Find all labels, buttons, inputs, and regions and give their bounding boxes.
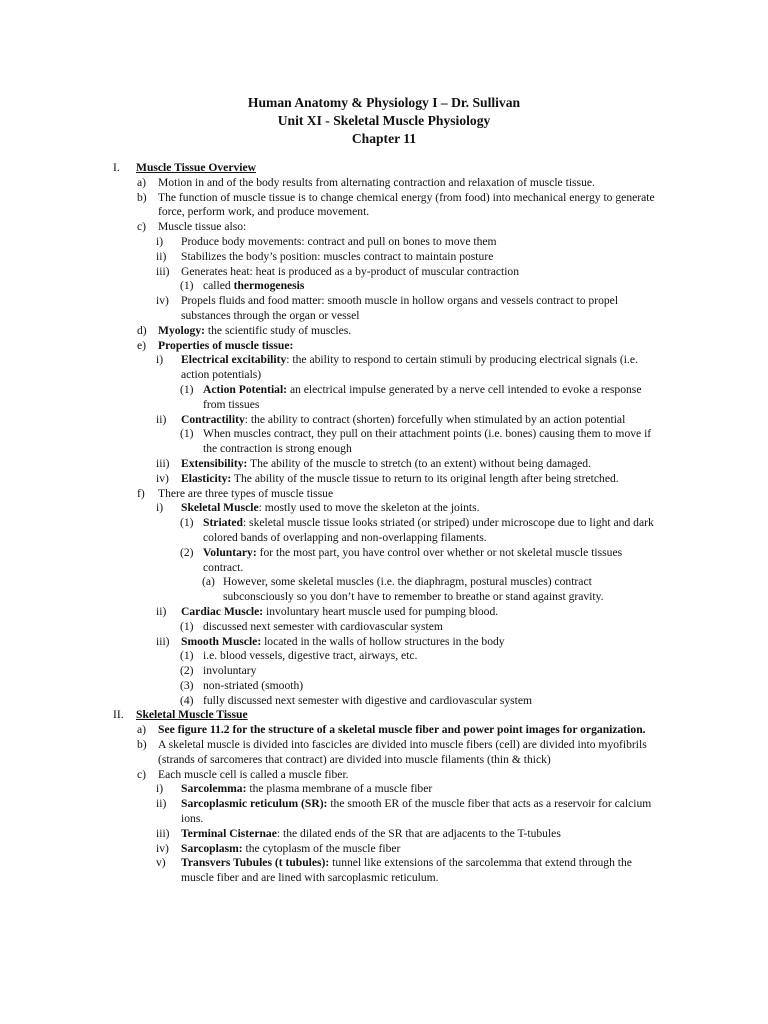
outline-item [0,649,768,664]
outline-marker: ii) [156,249,167,263]
outline-text [181,235,656,250]
outline-marker: (1) [180,279,194,293]
outline-marker: c) [137,767,147,781]
outline-text [158,220,656,235]
section-heading [0,708,768,723]
outline-item [0,723,768,738]
outline-item [0,324,768,339]
outline-marker: II. [113,708,124,722]
outline-text [181,856,656,886]
chapter-title: Chapter 11 [351,131,417,146]
bold-term: Transvers Tubules (t tubules): [181,856,330,870]
item-text: When muscles contract, they pull on their attachment points (i.e. bones) causing them to move if the contraction is strong enough [203,427,652,456]
item-text: the plasma membrane of a muscle fiber [246,782,433,796]
outline-text [158,768,656,783]
outline-marker: i) [156,234,164,248]
outline-text [158,339,656,354]
item-text: the cytoplasm of the muscle fiber [242,841,401,855]
outline-text [181,827,656,842]
item-text: A skeletal muscle is divided into fascicles are divided into muscle fibers (cell) are divided into myofibrils (strands of sarcomeres that contract) are divided into muscle filaments (thin & thick) [158,738,647,766]
outline-marker: i) [156,782,164,796]
outline-marker: (1) [180,649,194,663]
outline-text [181,605,656,620]
outline-text [203,679,656,694]
outline-marker: i) [156,353,164,367]
outline-marker: b) [137,190,147,204]
item-text: Muscle tissue also: [158,220,247,234]
outline-item [0,842,768,857]
outline-text [203,694,656,709]
bold-term: Electrical excitability [181,353,287,367]
outline-item [0,635,768,650]
outline-marker: (1) [180,427,194,441]
item-text: Propels fluids and food matter: smooth muscle in hollow organs and vessels contract to propel substances through the organ or vessel [181,294,619,322]
bold-term: See figure 11.2 for the structure of a skeletal muscle fiber and power point images for organization. [158,723,646,737]
outline-item [0,279,768,294]
outline-text [181,265,656,280]
item-text: There are three types of muscle tissue [158,486,334,500]
outline-item [0,265,768,280]
bold-term: Contractility [181,412,245,426]
item-text: The ability of the muscle tissue to return to its original length after being stretched. [231,471,619,485]
item-text: an electrical impulse generated by a nerve cell intended to evoke a response from tissues [203,382,642,411]
outline-marker: iii) [156,264,170,278]
outline-text [136,161,678,176]
outline-marker: iv) [156,471,169,485]
outline-marker: a) [137,175,147,189]
item-text: called [203,279,234,293]
section-heading [0,161,768,176]
outline-marker: (2) [180,545,194,559]
item-text: The function of muscle tissue is to change chemical energy (from food) into mechanical energy to generate force, perform work, and produce movement. [158,190,655,219]
outline-item [0,605,768,620]
bold-term: Cardiac Muscle: [181,604,264,618]
item-text: However, some skeletal muscles (i.e. the diaphragm, postural muscles) contract subconsciously so you don’t have to remember to breathe or stand against gravity. [223,575,604,604]
unit-title: Unit XI - Skeletal Muscle Physiology [277,113,491,128]
outline-text [181,472,656,487]
outline-text [203,383,656,413]
outline-text [203,279,656,294]
outline-text [181,457,656,472]
item-text: : skeletal muscle tissue looks striated (or striped) under microscope due to light and dark colored bands of overlapping and non-overlapping filaments. [203,516,654,544]
outline-marker: b) [137,738,147,752]
bold-term: Terminal Cisternae [181,826,277,840]
item-text: : mostly used to move the skeleton at the joints. [258,501,480,515]
outline-item [0,797,768,827]
outline-marker: iii) [156,456,170,470]
outline-item [0,220,768,235]
item-text: non-striated (smooth) [203,678,304,692]
outline-item [0,516,768,546]
outline-text [223,575,656,605]
outline-text [203,516,656,546]
outline-item [0,235,768,250]
outline-marker: v) [156,856,166,870]
outline-marker: (2) [180,664,194,678]
outline-text [181,501,656,516]
bold-term: Skeletal Muscle [181,501,259,515]
outline-item [0,353,768,383]
outline-item [0,176,768,191]
item-text: tunnel like extensions of the sarcolemma that extend through the muscle fiber and are lined with sarcoplasmic reticulum. [181,856,632,885]
bold-term: Elasticity: [181,471,232,485]
bold-term: Myology: [158,323,206,337]
outline-marker: iii) [156,634,170,648]
outline-text [181,353,656,383]
item-text: fully discussed next semester with digestive and cardiovascular system [203,693,533,707]
outline-item [0,620,768,635]
outline-marker: iv) [156,294,169,308]
outline-text [158,176,656,191]
item-text: Skeletal Muscle Tissue [136,708,248,722]
outline-item [0,827,768,842]
outline-marker: ii) [156,604,167,618]
bold-term: Smooth Muscle: [181,634,262,648]
bold-term: thermogenesis [233,279,305,293]
outline-text [181,250,656,265]
item-text: the scientific study of muscles. [205,323,352,337]
outline-item [0,768,768,783]
item-text: : the dilated ends of the SR that are adjacents to the T-tubules [276,826,561,840]
outline-item [0,427,768,457]
outline-item [0,457,768,472]
outline-marker: (4) [180,693,194,707]
outline-marker: (3) [180,678,194,692]
outline-item [0,782,768,797]
outline-item [0,501,768,516]
outline-text [181,413,656,428]
item-text: the smooth ER of the muscle fiber that acts as a reservoir for calcium ions. [181,797,652,826]
outline-text [158,738,656,768]
outline-item [0,413,768,428]
outline-marker: I. [113,161,120,174]
outline-marker: ii) [156,797,167,811]
item-text: : the ability to contract (shorten) forcefully when stimulated by an action potential [244,412,626,426]
outline-item [0,383,768,413]
outline-marker: (a) [202,575,215,589]
outline [0,161,768,886]
outline-marker: c) [137,220,147,234]
outline-item [0,546,768,576]
outline-item [0,679,768,694]
outline-item [0,856,768,886]
outline-item [0,664,768,679]
item-text: : the ability to respond to certain stimuli by producing electrical signals (i.e. action potentials) [181,353,638,382]
outline-text [136,708,678,723]
outline-text [158,487,656,502]
course-title: Human Anatomy & Physiology I – Dr. Sullivan [247,95,521,110]
outline-text [181,842,656,857]
outline-item [0,472,768,487]
outline-marker: d) [137,323,147,337]
outline-text [203,427,656,457]
item-text: discussed next semester with cardiovascular system [203,619,443,633]
item-text: i.e. blood vessels, digestive tract, airways, etc. [203,649,418,663]
outline-item [0,694,768,709]
outline-marker: (1) [180,382,194,396]
outline-marker: (1) [180,619,194,633]
outline-marker: (1) [180,516,194,530]
outline-text [203,664,656,679]
outline-marker: f) [137,486,145,500]
item-text: Motion in and of the body results from alternating contraction and relaxation of muscle tissue. [158,175,595,189]
outline-text [158,324,656,339]
bold-term: Extensibility: [181,456,248,470]
outline-item [0,487,768,502]
item-text: Stabilizes the body’s position: muscles contract to maintain posture [181,249,494,263]
item-text: The ability of the muscle to stretch (to an extent) without being damaged. [247,456,591,470]
outline-text [203,649,656,664]
outline-text [158,191,656,221]
outline-item [0,738,768,768]
bold-term: Voluntary: [203,545,257,559]
outline-marker: i) [156,501,164,515]
item-text: Produce body movements: contract and pull on bones to move them [181,234,497,248]
item-text: Each muscle cell is called a muscle fiber. [158,767,349,781]
outline-item [0,575,768,605]
item-text: involuntary heart muscle used for pumping blood. [263,604,499,618]
outline-text [203,546,656,576]
outline-text [203,620,656,635]
outline-item [0,191,768,221]
bold-term: Striated [203,516,243,530]
document-header [0,94,768,148]
outline-text [181,635,656,650]
outline-marker: e) [137,338,147,352]
outline-text [181,797,656,827]
outline-text [158,723,656,738]
item-text: Muscle Tissue Overview [136,161,257,174]
bold-term: Sarcoplasmic reticulum (SR): [181,797,328,811]
item-text: located in the walls of hollow structures in the body [261,634,505,648]
bold-term: Sarcolemma: [181,782,247,796]
item-text: for the most part, you have control over whether or not skeletal muscle tissues contract. [203,545,623,574]
bold-term: Sarcoplasm: [181,841,243,855]
outline-marker: a) [137,723,147,737]
outline-marker: ii) [156,412,167,426]
bold-term: Action Potential: [203,382,288,396]
outline-item [0,294,768,324]
outline-item [0,339,768,354]
bold-term: Properties of muscle tissue: [158,338,294,352]
outline-marker: iii) [156,826,170,840]
item-text: Generates heat: heat is produced as a by-product of muscular contraction [181,264,520,278]
item-text: involuntary [203,664,257,678]
outline-text [181,294,656,324]
outline-marker: iv) [156,841,169,855]
outline-text [181,782,656,797]
outline-item [0,250,768,265]
